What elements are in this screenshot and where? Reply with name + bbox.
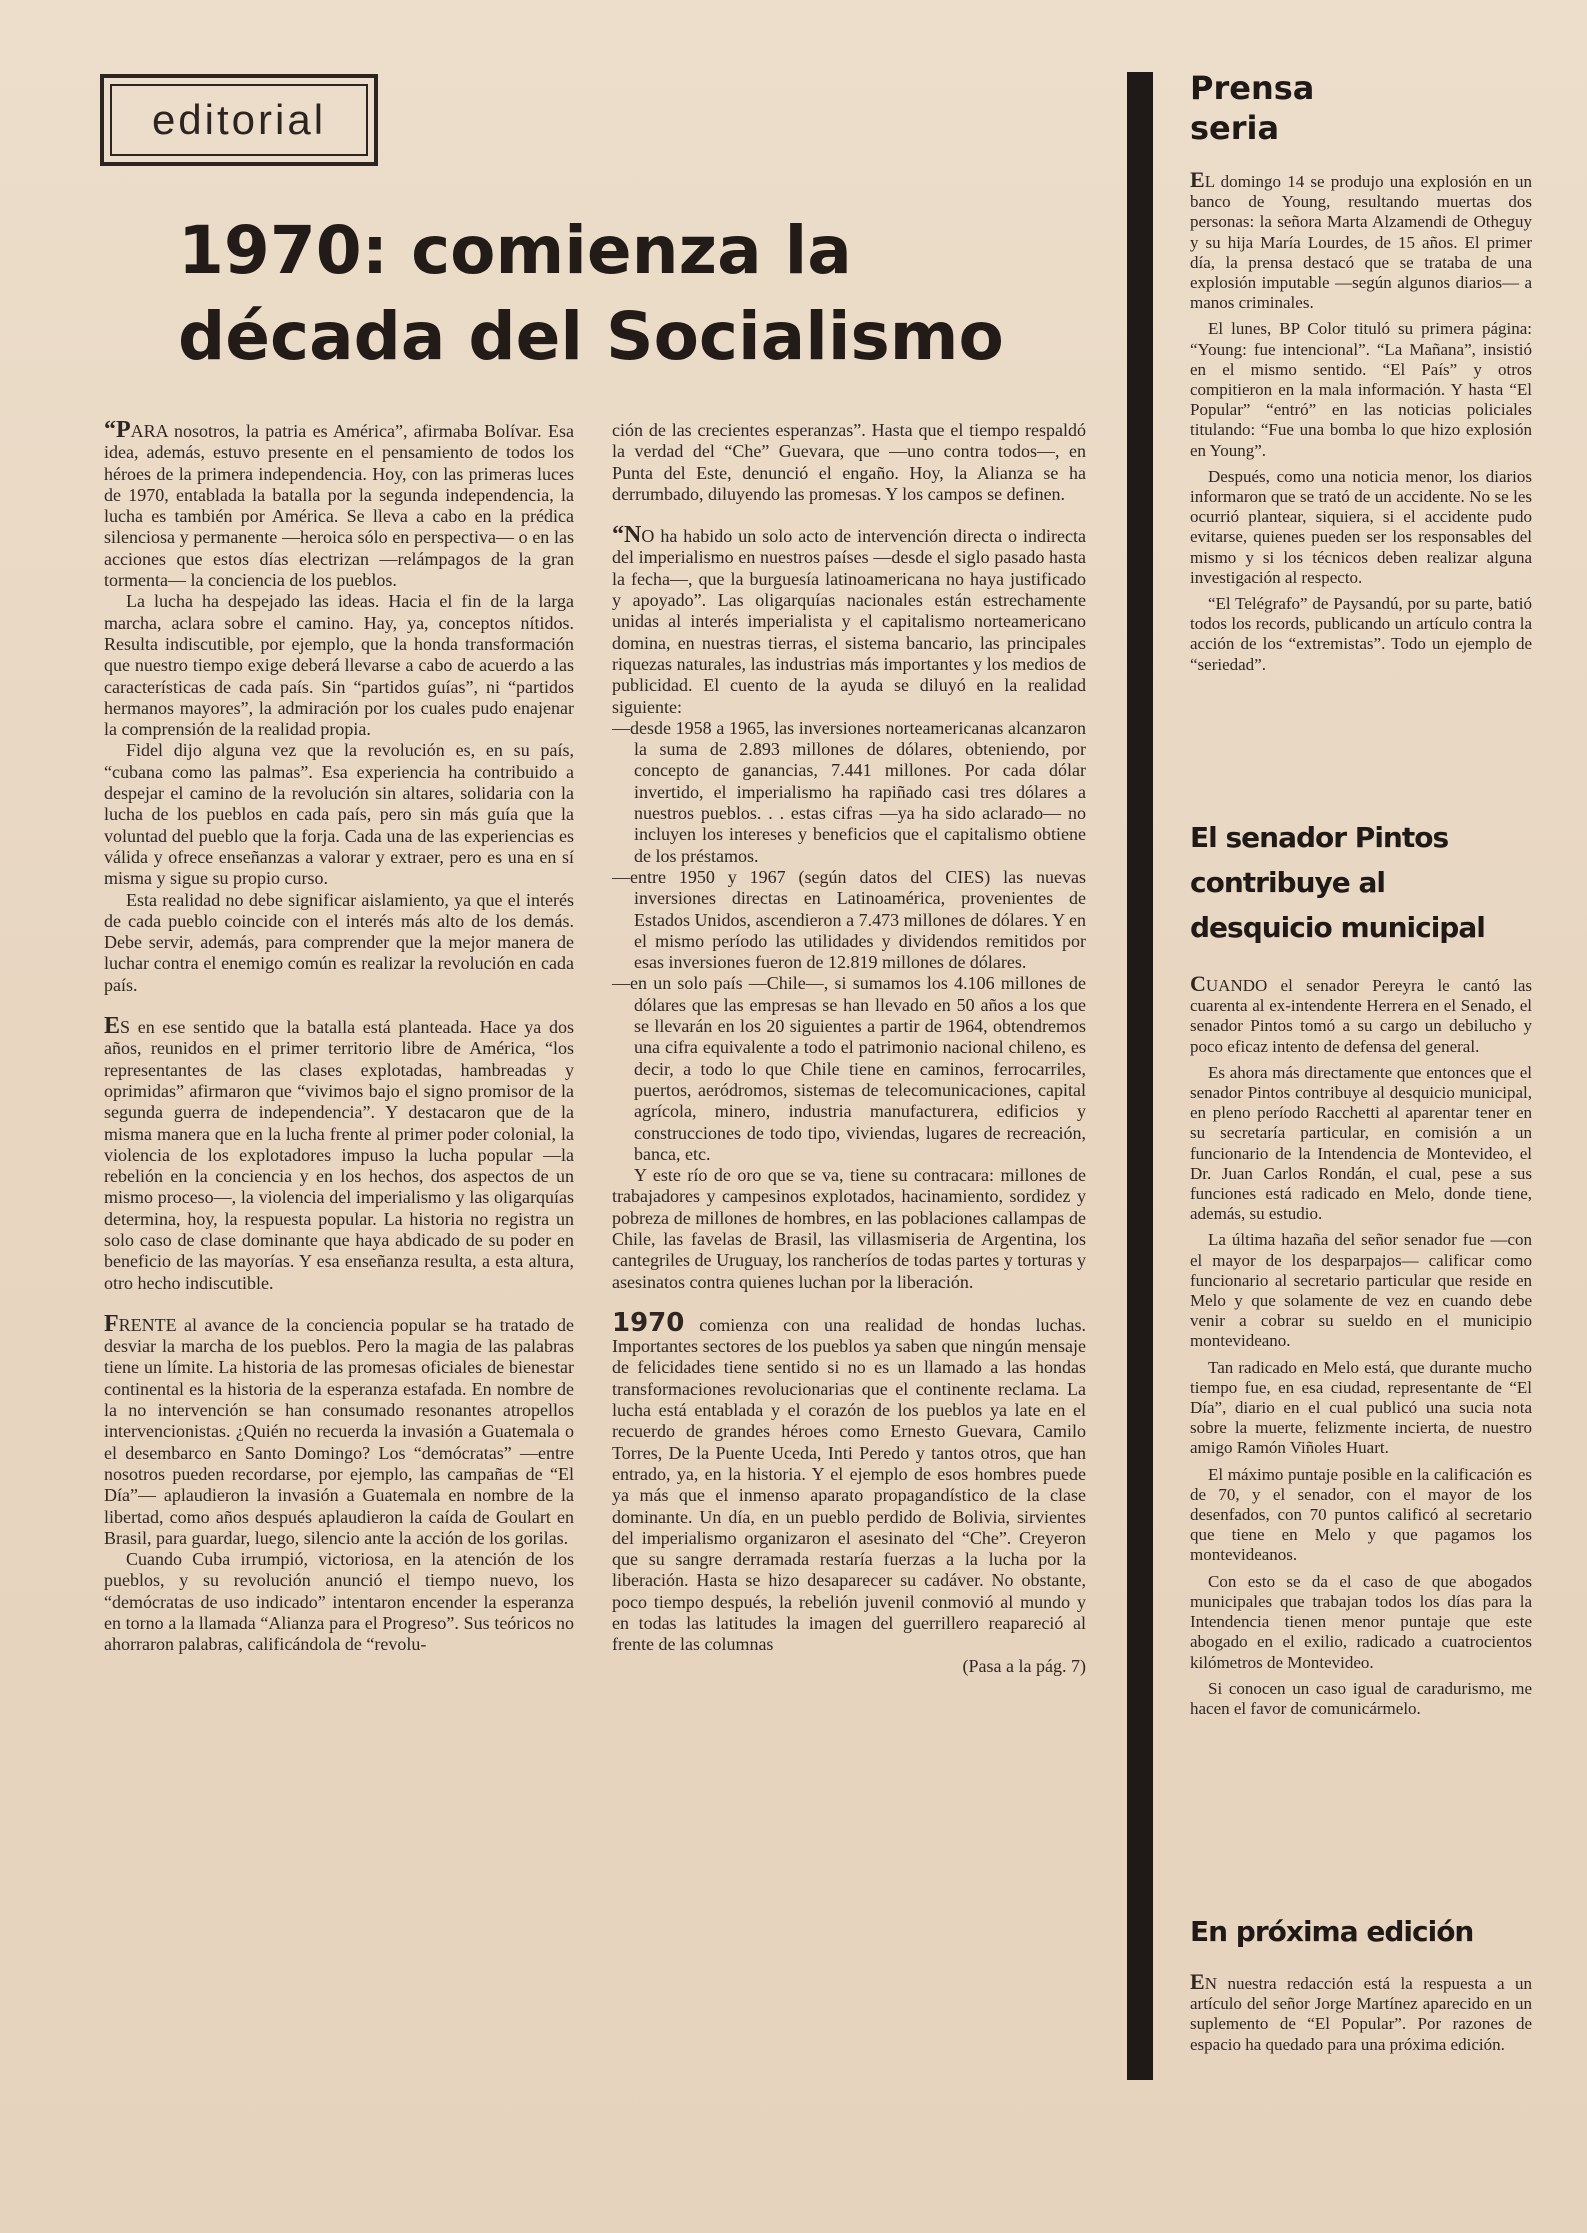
article-paragraph: Y este río de oro que se va, tiene su contracara: millones de trabajadores y campesinos explotados, hacinamiento, sordidez y pobreza de millones de hombres, en las poblaciones callampas de Chile, las favelas de Brasil, las villasmiseria de Argentina, los cantegriles de Uruguay, los rancheríos de todas partes y torturas y asesinatos contra quienes luchan por la liberación. (612, 1165, 1086, 1292)
article-list-item: —en un solo país —Chile—, si sumamos los 4.106 millones de dólares que las empresas se han llevado en 50 años a los que se llevarán en los 20 siguientes a partir de 1964, obtendremos una cifra equivalente a todo el patrimonio nacional chileno, es decir, a todo lo que Chile tiene en caminos, ferrocarriles, puertos, aeródromos, sistemas de telecomunicaciones, capital agrícola, minero, industria manufacturera, edificios y construcciones de todo tipo, viviendas, lugares de recreación, banca, etc. (612, 973, 1086, 1164)
sidebar-senador-pintos (1190, 815, 1532, 1725)
article-column-2 (612, 420, 1086, 1677)
headline: 1970: comienza la década del Socialismo (178, 212, 1004, 375)
article-paragraph: ción de las crecientes esperanzas”. Hasta que el tiempo respaldó la verdad del “Che” Guevara, que —uno contra todos—, en Punta del Este, denunció el engaño. Hoy, la Alianza se ha derrumbado, diluyendo las promesas. Y los campos se definen. (612, 420, 1086, 504)
sidebar-text: EL domingo 14 se produjo una explosión en un banco de Young, resultando muertas dos personas: la señora Marta Alzamendi de Otheguy y su hija María Lourdes, de 15 años. El primer día, la prensa destacó que se trataba de una explosión imputable —según algunos diarios— a manos criminales. El lunes, BP Color tituló su primera página: “Young: fue intencional”. “La Mañana”, insistió en el mismo sentido. “El País” y otros compitieron en la mala información. Y hasta “El Popular” “entró” en las noticias policiales titulando: “Fue una bomba lo que hizo explosión en Young”. Después, como una noticia menor, los diarios informaron que se trató de un accidente. No se les ocurrió plantear, siquiera, si el accidente pudo evitarse, quienes pueden ser los responsables del mismo y si los técnicos deben realizar alguna investigación al respecto. “El Telégrafo” de Paysandú, por su parte, batió todos los records, publicando un artículo contra la acción de los “extremistas”. Todo un ejemplo de “seriedad”. (1190, 167, 1532, 674)
sidebar-proxima-edicion (1190, 1914, 1532, 2061)
article-paragraph: La lucha ha despejado las ideas. Hacia el fin de la larga marcha, aclara sobre el camino. Hay, ya, conceptos nítidos. Resulta indiscutible, por ejemplo, que la honda transformación que nuestro tiempo exige deberá llevarse a cabo de acuerdo a las características de cada país. Sin “partidos guías”, ni “partidos hermanos mayores”, la admiración por los cuales pudo enajenar la comprensión de la realidad propia. (104, 591, 574, 740)
article-paragraph: FRENTE al avance de la conciencia popular se ha tratado de desviar la marcha de los pueblos. Pero la magia de las palabras tiene un límite. La historia de las promesas oficiales de bienestar continental es la historia de la esperanza estafada. En nombre de la no intervención se han consumado resonantes atropellos intervencionistas. ¿Quién no recuerda la invasión a Guatemala o el desembarco en Santo Domingo? Los “demócratas” —entre nosotros pueden recordarse, por ejemplo, las campañas de “El Día”— aplaudieron la invasión a Guatemala en nombre de la libertad, como años después aplaudieron la caída de Goulart en Brasil, para guardar, luego, silencio ante la acción de los gorilas. (104, 1310, 574, 1548)
sidebar-text: CUANDO el senador Pereyra le cantó las cuarenta al ex-intendente Herrera en el Senado, el senador Pintos tomó a su cargo un debilucho y poco eficaz intento de defensa del general. Es ahora más directamente que entonces que el senador Pintos contribuye al desquicio municipal, en pleno período Racchetti al aparentar tener en su secretaría particular, en comisión a un funcionario de la Intendencia de Montevideo, el Dr. Juan Carlos Rondán, el cual, pese a sus funciones está radicado en Melo, donde tiene, además, su estudio. La última hazaña del señor senador fue —con el mayor de los desparpajos— calificar como funcionario al secretario particular que reside en Melo y que solamente de vez en cuando debe venir a cobrar su sueldo en el municipio montevideano. Tan radicado en Melo está, que durante mucho tiempo fue, en esa ciudad, representante de “El Día”, diario en el cual publicó una sucia nota sobre la muerte, felizmente incierta, de nuestro amigo Ramón Viñoles Huart. El máximo puntaje posible en la calificación es de 70, y el senador, con el mayor de los desenfados, con 70 puntos calificó al secretario que tiene en Melo y que pagamos los montevideanos. Con esto se da el caso de que abogados municipales que trabajan todos los días para la Intendencia tienen menor puntaje que este abogado en el exilio, radicado a cuatrocientos kilómetros de Montevideo. Si conocen un caso igual de caradurismo, me hacen el favor de comunicármelo. (1190, 971, 1532, 1718)
editorial-label: editorial (151, 96, 327, 143)
article-paragraph: 1970 comienza con una realidad de hondas luchas. Importantes sectores de los pueblos ya saben que ningún mensaje de felicidades tiene sentido si no es un llamado a las hondas transformaciones revolucionarias que el continente reclama. La lucha está entablada y el corazón de los pueblos ya late en el recuerdo de grandes héroes como Ernesto Guevara, Camilo Torres, De la Puente Uceda, Inti Peredo y tantos otros, que han entrado, ya, en la historia. Y el ejemplo de esos hombres puede ya más que el inmenso aparato propagandístico de la clase dominante. Un día, en un pueblo perdido de Bolivia, sirvientes del imperialismo organizaron el asesinato del “Che”. Creyeron que su sangre derramada restaría fuerzas a la lucha por la liberación. Hasta se hizo desaparecer su cadáver. No obstante, poco tiempo después, la rebelión juvenil conmovió al mundo y en todas las latitudes la imagen del guerrillero reapareció al frente de las columnas (612, 1307, 1086, 1655)
article-paragraph: “NO ha habido un solo acto de intervención directa o indirecta del imperialismo en nuestros países —desde el siglo pasado hasta la fecha—, que la burguesía latinoamericana no haya justificado y apoyado”. Las oligarquías nacionales están estrechamente unidas al interés imperialista y el capitalismo norteamericano domina, en nuestras tierras, el sistema bancario, las principales riquezas naturales, las industrias más importantes y los medios de publicidad. El cuento de la ayuda se diluyó en la realidad siguiente: (612, 522, 1086, 717)
article-column-1 (104, 417, 574, 1656)
article-paragraph: Fidel dijo alguna vez que la revolución es, en su país, “cubana como las palmas”. Esa experiencia ha contribuido a despejar el camino de la revolución sin altares, solidaria con la lucha de los pueblos en cada país, pero sin más guía que la voluntad del pueblo que la forja. Cada una de las experiencias es válida y ofrece enseñanzas a valorar y extraer, pero es una en sí misma y sigue su propio curso. (104, 740, 574, 889)
continued-note: (Pasa a la pág. 7) (962, 1655, 1086, 1676)
sidebar-title: El senador Pintos contribuye al desquicio municipal (1190, 821, 1485, 944)
column-divider-bar (1127, 72, 1153, 2080)
article-list-item: —desde 1958 a 1965, las inversiones norteamericanas alcanzaron la suma de 2.893 millones de dólares, obteniendo, por concepto de ganancias, 7.441 millones. Por cada dólar invertido, el imperialismo ha rapiñado casi tres dólares a nuestros pueblos. . . estas cifras —ya ha sido aclarado— no incluyen los intereses y beneficios que el capitalismo obtiene de los préstamos. (612, 717, 1086, 866)
article-paragraph: ES en ese sentido que la batalla está planteada. Hace ya dos años, reunidos en el primer territorio libre de América, “los representantes de las clases explotadas, hambreadas y oprimidas” afirmaron que “vivimos bajo el signo promisor de la segunda guerra de independencia”. Y destacaron que de la misma manera que en la lucha frente al primer poder colonial, la violencia de los explotadores impuso la lucha popular —la rebelión en la conciencia y en los hechos, dos aspectos de un mismo proceso—, la violencia del imperialismo y las oligarquías determina, hoy, la respuesta popular. La historia no registra un solo caso de clase dominante que haya abdicado de su poder en beneficio de las mayorías. Y esa enseñanza resulta, a esta altura, otro hecho indiscutible. (104, 1013, 574, 1293)
article-paragraph: Esta realidad no debe significar aislamiento, ya que el interés de cada pueblo coincide con el interés más alto de los demás. Debe servir, además, para comprender que la mejor manera de luchar contra el enemigo común es realizar la revolución en cada país. (104, 889, 574, 995)
article-paragraph: Cuando Cuba irrumpió, victoriosa, en la atención de los pueblos, y su revolución anunció el tiempo nuevo, los “demócratas de uso indicado” intentaron encender la esperanza en torno a la llamada “Alianza para el Progreso”. Sus teóricos no ahorraron palabras, calificándola de “revolu- (104, 1549, 574, 1655)
sidebar-title: Prensa seria (1190, 69, 1315, 147)
sidebar-prensa-seria (1190, 68, 1532, 681)
sidebar-title: En próxima edición (1190, 1915, 1474, 1948)
editorial-label-box (100, 74, 378, 166)
article-list-item: —entre 1950 y 1967 (según datos del CIES) las nuevas inversiones directas en Latinoamérica, provenientes de Estados Unidos, ascendieron a 7.473 millones de dólares. Y en el mismo período las utilidades y dividendos remitidos por esas inversiones fueron de 12.819 millones de dólares. (612, 866, 1086, 973)
article-paragraph: “PARA nosotros, la patria es América”, afirmaba Bolívar. Esa idea, además, estuvo presente en el pensamiento de todos los héroes de la primera independencia. Hoy, con las primeras luces de 1970, entablada la batalla por la segunda independencia, la lucha es también por América. Se lleva a cabo en la prédica silenciosa y permanente —heroica sólo en perspectiva— o en las acciones que estos días electrizan —relámpagos de la gran tormenta— la conciencia de los pueblos. (104, 417, 574, 591)
sidebar-text: EN nuestra redacción está la respuesta a un artículo del señor Jorge Martínez aparecido en un suplemento de “El Popular”. Por razones de espacio ha quedado para una próxima edición. (1190, 1969, 1532, 2054)
